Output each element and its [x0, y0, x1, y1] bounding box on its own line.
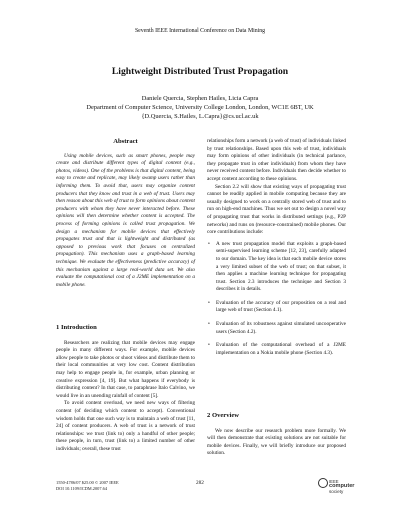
ieee-computer-society-logo	[318, 478, 355, 498]
left-column	[56, 138, 195, 289]
list-item: • A new trust propagation model that exploits a graph-based semi-supervised learning scheme [12, 23], carefully adapted to our domain. The key idea is that each mobile device stores a very limited subset of the web of trust; on that subset, it then applies a machine learning technique for propagating trust. Section 2.3 introduces the technique and Section 3 describes it in details.	[208, 240, 346, 293]
list-item: • Evaluation of the computational overhead of a J2ME implementation on a Nokia mobile phone (Section 4.3).	[208, 342, 346, 356]
paper-title: Lightweight Distributed Trust Propagation	[111, 66, 289, 77]
contributions-list	[207, 241, 346, 358]
author-affiliation: Department of Computer Science, University College London, London, WC1E 6BT, UK	[86, 104, 314, 111]
author-names: Daniele Quercia, Stephen Hailes, Licia Capra	[141, 95, 259, 102]
bullet-icon: •	[208, 299, 210, 306]
list-item: • Evaluation of its robustness against simulated uncooperative users (Section 4.2).	[208, 321, 346, 335]
author-block	[0, 94, 400, 121]
logo-text-2: computer	[329, 483, 355, 489]
bullet-icon: •	[208, 342, 210, 349]
bullet-icon: •	[208, 321, 210, 328]
right-paragraph-1: relationships form a network (a web of trust) of individuals linked by trust relationships. Based upon this web of trust, individuals may form opinions of other individuals (in technical parlance, they propagate trust in other individuals) from whom they have never received content before. Individuals then decide whether to accept content according to these opinions.	[207, 138, 346, 182]
logo-text-1: IEEE	[329, 479, 339, 484]
bullet-icon: •	[208, 240, 210, 247]
overview-heading: 2 Overview	[207, 412, 240, 419]
page-number: 282	[196, 480, 204, 486]
intro-paragraph-2: To avoid content overload, we need new ways of filtering content (of deciding which content to accept). Conventional wisdom holds that one such way is to maintain a web of trust [11, 24] of content producers. A web of trust is a network of trust relationships: we trust (link to) only a handful of other people; these people, in turn, trust (link to) a limited number of other individuals; overall, these trust	[56, 400, 195, 452]
abstract-heading: Abstract	[113, 138, 138, 145]
right-paragraph-2: Section 2.2 will show that existing ways of propagating trust cannot be readily applied in mobile computing because they are usually designed to work on a centrally stored web of trust and to run on high-end machines. Thus we set out to design a novel way of propagating trust that works in distributed settings (e.g., P2P networks) and runs on (resource-constrained) mobile phones. Our core contributions include:	[207, 183, 346, 236]
introduction-heading: 1 Introduction	[56, 324, 97, 331]
intro-paragraph-1: Researchers are realizing that mobile devices may engage people in many different ways. For example, mobile devices allow people to take photos or shoot videos and distribute them to their local communities at very low cost. Content distribution may help to engage people in, for example, urban planning or creative expression [4, 19]. But what happens if everybody is distributing content? In that case, to paraphrase Italo Calvino, we would live in an unending rainfall of content [5].	[56, 339, 195, 399]
footer-line-1: 1550-4786/07 $25.00 © 2007 IEEE	[56, 480, 119, 485]
overview-text: We now describe our research problem more formally. We will then demonstrate that existing solutions are not suitable for mobile devices. Finally, we will briefly introduce our proposed solution.	[207, 427, 346, 457]
right-column	[207, 138, 346, 357]
logo-mark-icon	[318, 478, 328, 488]
logo-text-3: society	[329, 489, 344, 494]
author-emails: {D.Quercia, S.Hailes, L.Capra}@cs.ucl.ac.uk	[141, 113, 259, 120]
list-item: • Evaluation of the accuracy of our proposition on a real and large web of trust (Section 4.1).	[208, 299, 346, 314]
abstract-text: Using mobile devices, such as smart phones, people may create and distribute different types of digital content (e.g., photos, videos). One of the problems is that digital content, being easy to create and replicate, may likely swamp users rather than informing them. To avoid that, users may organize content producers that they know and trust in a web of trust. Users may then reason about this web of trust to form opinions about content producers with whom they have never interacted before. These opinions will then determine whether content is accepted. The process of forming opinions is called trust propagation. We design a mechanism for mobile devices that effectively propagates trust and that is lightweight and distributed (as opposed to previous work that focuses on centralized propagation). This mechanism uses a graph-based learning technique. We evaluate the effectiveness (predictive accuracy) of this mechanism against a large real-world data set. We also evaluate the computational cost of a J2ME implementation on a mobile phone.	[56, 152, 195, 288]
footer-doi: DOI 10.1109/ICDM.2007.64	[56, 486, 108, 491]
introduction-section	[56, 324, 195, 454]
conference-header: Seventh IEEE International Conference on Data Mining	[134, 28, 266, 34]
footer-copyright	[56, 480, 119, 492]
overview-section	[207, 412, 346, 458]
